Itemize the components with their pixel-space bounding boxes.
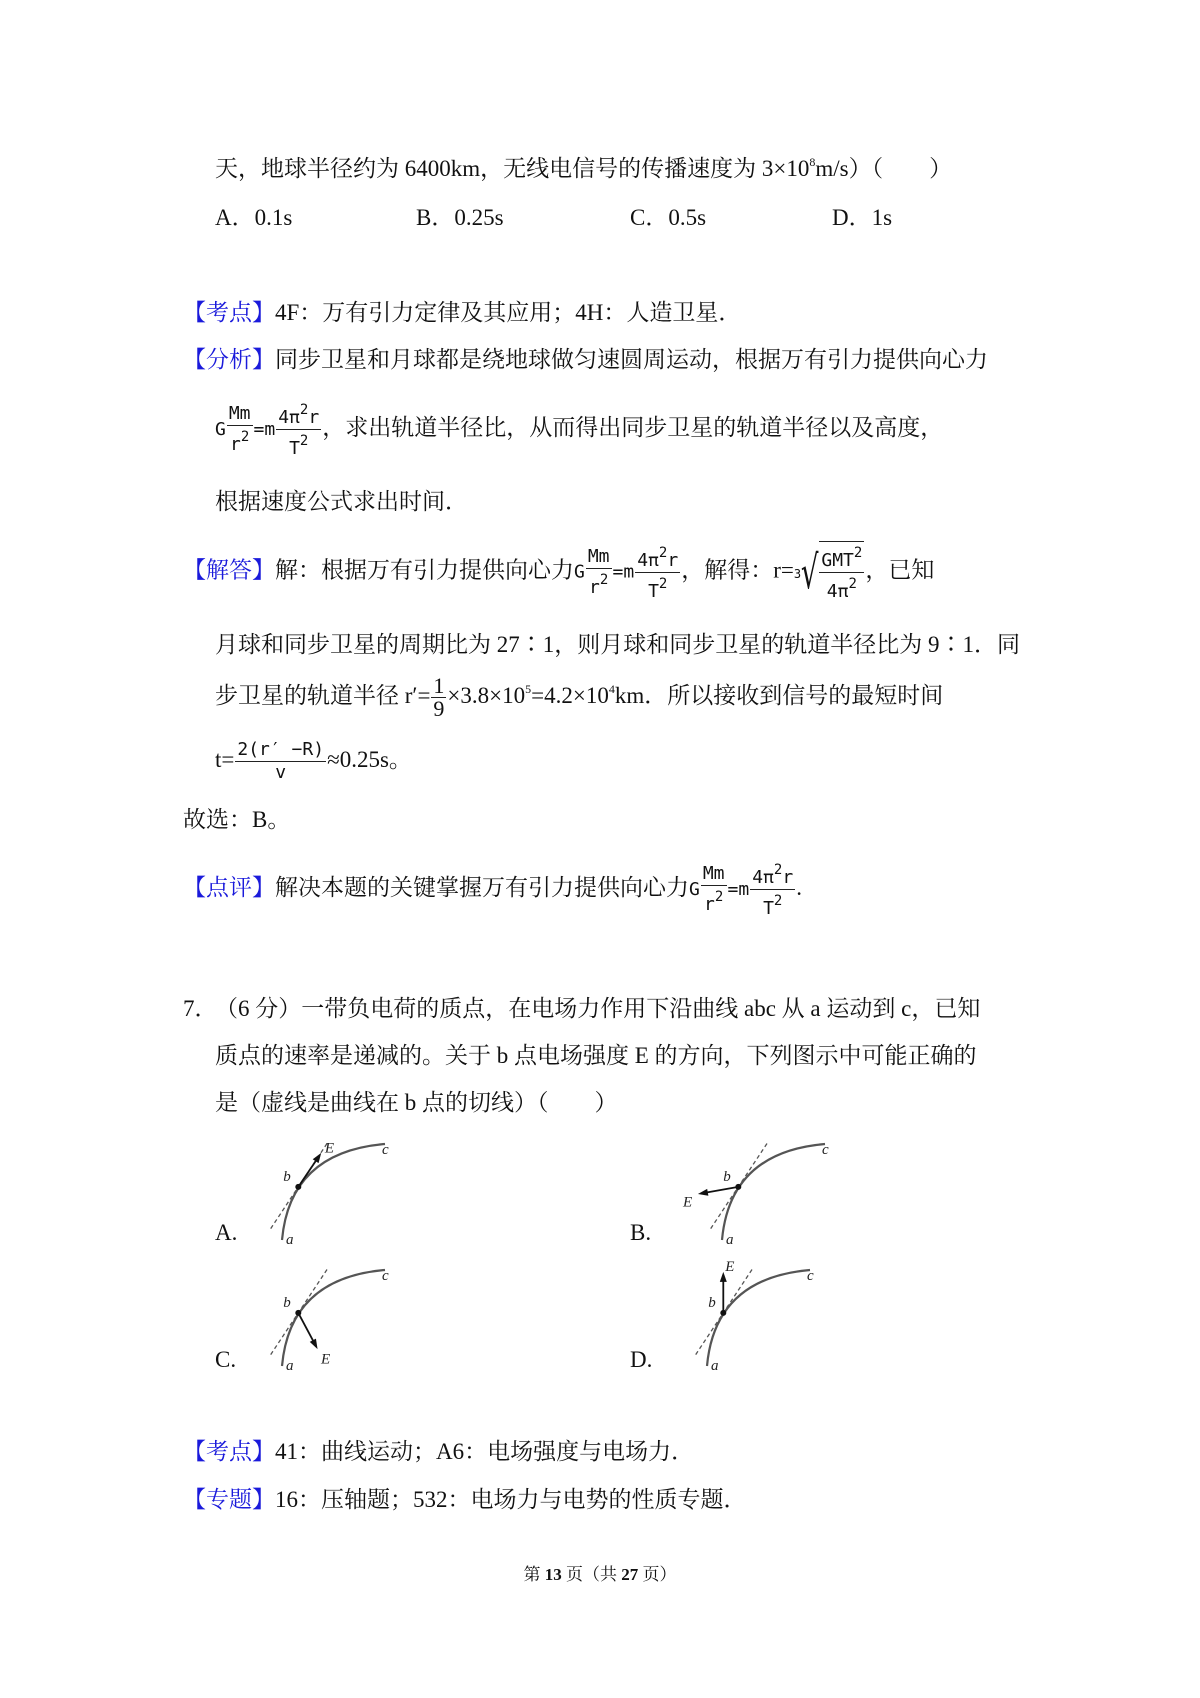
q6-answer: 故选：B。: [183, 807, 291, 832]
q6-fenxi-line2: [215, 398, 943, 460]
fraction-one-ninth: $\frac{1}{9}$: [433, 673, 445, 722]
formula-g: G: [574, 561, 585, 583]
q7-kaodian: 【考点】41：曲线运动；A6：电场强度与电场力．: [183, 1439, 695, 1464]
fraction-mm-r2: $\frac{Mm}{r^2}$: [587, 545, 610, 598]
label-b: b: [283, 1294, 291, 1311]
q6-dianping: 【点评】解决本题的关键掌握万有引力提供向心力G $\frac{Mm}{r^2}$ =m $\frac{4\pi^2r}{T^2}$ .: [183, 858, 802, 920]
q7-line2: 质点的速率是递减的。关于 b 点电场强度 E 的方向，下列图示中可能正确的: [215, 1043, 977, 1068]
stem-end: m/s）（ ）: [815, 156, 953, 181]
q6-stem-tail: [215, 154, 952, 184]
q7-figure-b-label: B.: [630, 1220, 652, 1245]
curve-abc: [722, 1144, 825, 1240]
label-a: a: [286, 1232, 294, 1248]
arrowhead-icon: [310, 1339, 318, 1349]
trajectory-diagram: [250, 1258, 400, 1373]
section-tag: 【点评】: [183, 875, 275, 900]
q7-figure-a-label: A.: [215, 1220, 238, 1245]
fenxi-text: ，求出轨道半径比，从而得出同步卫星的轨道半径以及高度，: [322, 415, 944, 440]
formula-eq: =m: [253, 419, 276, 440]
label-a: a: [286, 1358, 294, 1374]
label-e: E: [324, 1140, 335, 1157]
formula-eq: =m: [612, 561, 635, 583]
fraction-mm-r2: $\frac{Mm}{r^2}$: [702, 863, 725, 916]
q6-option-d: D．1s: [832, 205, 893, 230]
label-e: E: [682, 1194, 693, 1211]
q6-jieda-line2: 月球和同步卫星的周期比为 27∶1，则月球和同步卫星的轨道半径比为 9∶1．同: [215, 632, 1020, 657]
label-c: c: [807, 1268, 814, 1284]
trajectory-diagram: [250, 1132, 400, 1247]
page-footer: 第 13 页（共 27 页）: [523, 1565, 677, 1584]
section-tag: 【专题】: [183, 1487, 275, 1512]
fraction-4pi2r-t2: $\frac{4\pi^2r}{T^2}$: [278, 402, 320, 460]
curve-abc: [282, 1270, 385, 1366]
fenxi-text: 同步卫星和月球都是绕地球做匀速圆周运动，根据万有引力提供向心力: [275, 347, 988, 372]
formula-g: G: [215, 419, 226, 440]
q7-figure-c: [250, 1258, 400, 1373]
q7-line1: （6 分）一带负电荷的质点，在电场力作用下沿曲线 abc 从 a 运动到 c，已知: [215, 996, 981, 1021]
section-tag: 【分析】: [183, 347, 275, 372]
q7-zhuanti: 【专题】16：压轴题；532：电场力与电势的性质专题．: [183, 1487, 747, 1512]
q7-line3: 是（虚线是曲线在 b 点的切线）（ ）: [215, 1090, 618, 1115]
label-a: a: [726, 1232, 734, 1248]
curve-abc: [282, 1144, 385, 1240]
label-b: b: [283, 1168, 291, 1185]
label-c: c: [822, 1142, 829, 1158]
stem-text: 天，地球半径约为 6400km，无线电信号的传播速度为 3×10: [215, 156, 810, 181]
trajectory-diagram: [675, 1258, 825, 1373]
q6-kaodian: [183, 298, 741, 328]
label-b: b: [723, 1168, 731, 1185]
jieda-text: 解：根据万有引力提供向心力: [275, 557, 574, 583]
section-tag: 【解答】: [183, 557, 275, 583]
exponent: 8: [809, 155, 816, 169]
q6-fenxi-line3: 根据速度公式求出时间．: [215, 489, 468, 514]
label-c: c: [382, 1142, 389, 1158]
q6-jieda-line4: t= $\frac{2(r' -R)}{v}$ ≈0.25s。: [215, 739, 412, 784]
section-tag: 【考点】: [183, 300, 275, 325]
arrowhead-icon: [698, 1189, 708, 1196]
kaodian-text: 4F：万有引力定律及其应用；4H：人造卫星．: [275, 300, 742, 325]
arrowhead-icon: [313, 1153, 321, 1163]
q7-figure-a: [250, 1132, 400, 1247]
page-total: 27: [621, 1565, 639, 1584]
q7-figure-d-label: D.: [630, 1347, 653, 1372]
fraction-4pi2r-t2: $\frac{4\pi^2r}{T^2}$: [637, 544, 679, 602]
q7-number: 7．: [183, 996, 218, 1021]
jieda-text: ，解得：r=: [681, 557, 794, 583]
q7-figure-c-label: C.: [215, 1347, 237, 1372]
q7-figure-b: [682, 1132, 840, 1248]
fraction-4pi2r-t2: $\frac{4\pi^2r}{T^2}$: [752, 862, 794, 920]
label-e: E: [320, 1351, 331, 1368]
label-e: E: [725, 1258, 735, 1275]
q6-option-c: C．0.5s: [630, 205, 707, 230]
trajectory-diagram: [682, 1132, 840, 1248]
jieda-text: ，已知: [865, 557, 935, 583]
q6-jieda-line1: [183, 540, 934, 604]
fraction-mm-r2: $\frac{Mm}{r^2}$: [228, 403, 251, 456]
page-number: 13: [544, 1565, 562, 1584]
label-b: b: [708, 1294, 716, 1311]
fraction-time: $\frac{2(r' -R)}{v}$: [237, 739, 325, 784]
section-tag: 【考点】: [183, 1439, 275, 1464]
label-a: a: [711, 1358, 719, 1374]
q6-fenxi-line1: [183, 345, 988, 375]
cube-root: 3 √ $\frac{GMT^2}{4\pi^2}$: [794, 540, 866, 604]
q6-option-a: A．0.1s: [215, 205, 293, 230]
q7-figure-d: [675, 1258, 825, 1373]
q6-option-b: B．0.25s: [416, 205, 504, 230]
q6-jieda-line3: 步卫星的轨道半径 r′= $\frac{1}{9}$ $\times 3.8\times 10^5=4.2\times 10^4km$．所以接收到信号的最短时间: [215, 673, 944, 722]
label-c: c: [382, 1268, 389, 1284]
